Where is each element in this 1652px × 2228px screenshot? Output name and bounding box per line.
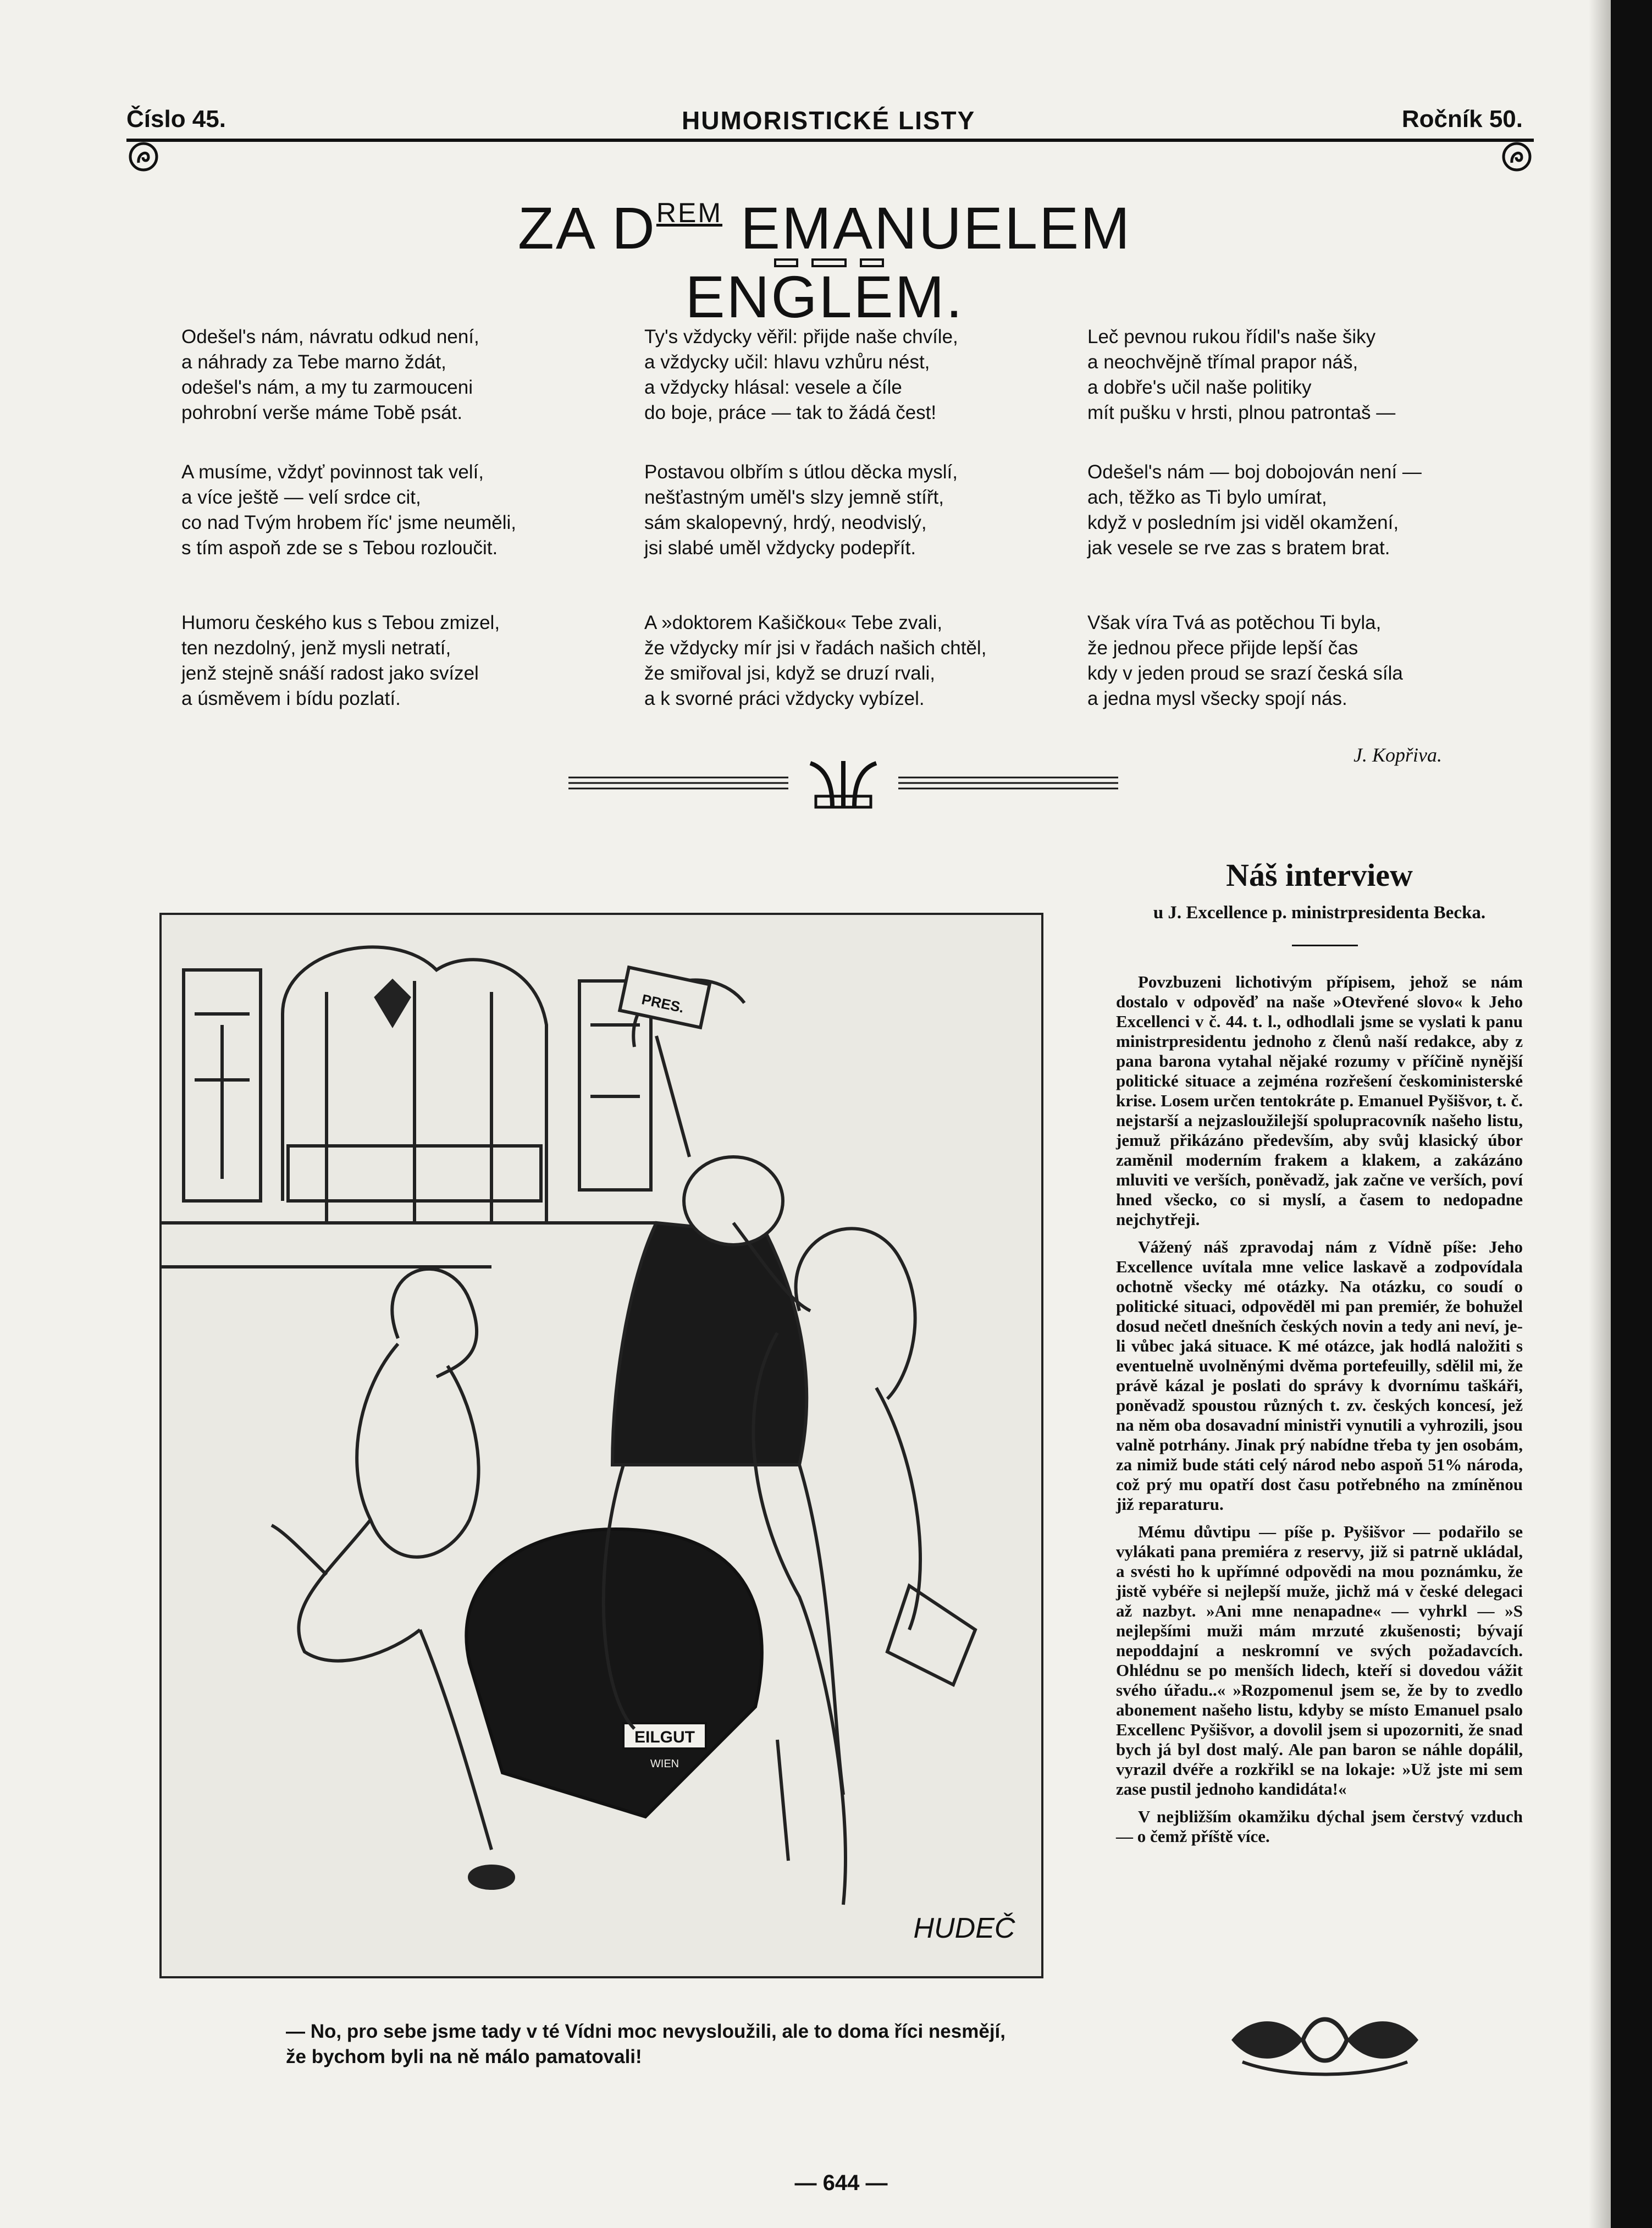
poem-line: a neochvějně třímal prapor náš, [1087, 351, 1358, 373]
poem-line: a dobře's učil naše politiky [1087, 377, 1312, 398]
magazine-title: HUMORISTICKÉ LISTY [682, 106, 976, 135]
poem-line: a náhrady za Tebe marno ždát, [181, 351, 446, 373]
poem-line: a k svorné práci vždycky vybízel. [644, 688, 925, 709]
poem-line: ach, těžko as Ti bylo umírat, [1087, 487, 1327, 508]
poem-line: A »doktorem Kašičkou« Tebe zvali, [644, 612, 943, 633]
poem-line: a více ještě — velí srdce cit, [181, 487, 421, 508]
issue-number: Číslo 45. [126, 106, 226, 133]
poem-line: Ty's vždycky věřil: přijde naše chvíle, [644, 326, 958, 348]
hat-label: PRES. [640, 991, 686, 1016]
trunk-label-2: WIEN [650, 1758, 679, 1770]
poem-line: Humoru českého kus s Tebou zmizel, [181, 612, 500, 633]
interview-rule [1292, 945, 1358, 946]
cartoon-drawing [162, 915, 1041, 1976]
poem-line: Leč pevnou rukou řídil's naše šiky [1087, 326, 1376, 348]
poem-line: a vždycky hlásal: vesele a číle [644, 377, 902, 398]
poem-col3-stanza3 [1087, 610, 1505, 712]
poem-line: s tím aspoň zde se s Tebou rozloučit. [181, 537, 498, 559]
poem-line: a vždycky učil: hlavu vzhůru nést, [644, 351, 930, 373]
poem-col2-stanza1 [644, 324, 1062, 426]
poem-line: Odešel's nám, návratu odkud není, [181, 326, 479, 348]
interview-title: Náš interview [1226, 857, 1413, 893]
interview-body [1116, 972, 1523, 1854]
page-header [126, 106, 1523, 139]
poem-line: když v posledním jsi viděl okamžení, [1087, 512, 1399, 533]
poem-line: Však víra Tvá as potěchou Ti byla, [1087, 612, 1382, 633]
artist-signature: HUDEČ [913, 1912, 1015, 1944]
poem-col2-stanza3 [644, 610, 1062, 712]
poem-signature: J. Kopřiva. [1353, 744, 1442, 766]
interview-paragraph: V nejbližším okamžiku dýchal jsem čerstvý vzduch — o čemž příště více. [1116, 1807, 1523, 1846]
interview-paragraph: Mému důvtipu — píše p. Pyšišvor — podařilo se vylákati pana premiéra z reservy, již si patrně ukládal, a svésti ho k upřímné odpovědi na mou poznámku, že jistě vybéře si nejlepší muže, jichž má v české delegaci až nazbyt. »Ani mne nenapadne« — vyhrkl — »S nejlepšími muži mám mrzuté zkušenosti; bývají nepoddajní a neskromní ve svých požadavcích. Ohlédnu se po menších lidech, kteří si dovedou vážit svého úřadu..« »Rozpomenul jsem se, že by to zvedlo abonement našeho listu, kdyby se místo Emanuel psalo Excellenc Pyšišvor, a dovolil jsem si upozorniti, že snad bych já byl dost malý. Ale pan baron se náhle dopálil, vyrazil dvéře a rozkřikl se na lokaje: »Už jste mi sem zase pustil jednoho kandidáta!« [1116, 1522, 1523, 1799]
poem-line: ten nezdolný, jenž mysli netratí, [181, 637, 451, 659]
poem-line: sám skalopevný, hrdý, neodvislý, [644, 512, 927, 533]
header-rule [126, 139, 1534, 142]
poem-line: co nad Tvým hrobem říc' jsme neuměli, [181, 512, 517, 533]
end-ornament-icon [1220, 2001, 1429, 2078]
title-ornament-icon [774, 257, 884, 268]
cartoon-caption: — No, pro sebe jsme tady v té Vídni moc nevysloužili, ale to doma říci nesmějí, že bychom byli na ně málo pamatovali! [286, 2021, 1005, 2067]
poem-line: Odešel's nám — boj dobojován není — [1087, 461, 1422, 483]
trunk-label: EILGUT [634, 1728, 695, 1746]
poem-line: a úsměvem i bídu pozlatí. [181, 688, 401, 709]
poem-line: nešťastným uměl's slzy jemně stířt, [644, 487, 944, 508]
interview-paragraph: Povzbuzeni lichotivým přípisem, jehož se nám dostalo v odpověď na naše »Otevřené slovo« k Jeho Excellenci v č. 44. t. l., odhodlali jsme se vyslati k panu ministrpresidentu jednoho z členů naší redakce, aby z pana barona vytahal nějaké rozumy v příčině nynější politické situace a zejména rozřešení českoministerské krise. Losem určen tentokráte p. Emanuel Pyšišvor, t. č. nejstarší a nejzasloužilejší spolupracovník našeho listu, jemuž přikázáno především, aby svůj klasický úbor zaměnil moderním frakem a klakem, a zakázáno mluviti ve verších, poněvadž, jak začne ve verších, poví hned všecko, co si myslí, a časem to nedopadne nejchytřeji. [1116, 972, 1523, 1229]
right-emblem-icon [1501, 141, 1533, 173]
page-shadow [1589, 0, 1611, 2228]
poem-line: kdy v jeden proud se srazí česká síla [1087, 663, 1403, 684]
poem-col1-stanza2 [181, 460, 599, 561]
poem-line: do boje, práce — tak to žádá čest! [644, 402, 937, 423]
poem-line: A musíme, vždyť povinnost tak velí, [181, 461, 484, 483]
interview-subtitle: u J. Excellence p. ministrpresidenta Becka. [1153, 903, 1486, 923]
poem-line: že jednou přece přijde lepší čas [1087, 637, 1358, 659]
poem-line: pohrobní verše máme Tobě psát. [181, 402, 463, 423]
page-number: — 644 — [794, 2171, 888, 2195]
poem-line: a jedna mysl všecky spojí nás. [1087, 688, 1347, 709]
poem-line: mít pušku v hrsti, plnou patrontaš — [1087, 402, 1396, 423]
poem-line: jak vesele se rve zas s bratem brat. [1087, 537, 1390, 559]
poem-col1-stanza1 [181, 324, 599, 426]
poem-line: jsi slabé uměl vždycky podepřít. [644, 537, 916, 559]
left-emblem-icon [128, 141, 159, 173]
scan-edge [1611, 0, 1652, 2228]
interview-paragraph: Vážený náš zpravodaj nám z Vídně píše: Jeho Excellence uvítala mne velice laskavě a zodpovídala ochotně všecky mé otázky. Na otázku, co soudí o politické situaci, odpověděl mi pan premiér, že bohužel dosud nečetl dnešních českých novin a tedy ani neví, je-li vůbec jaká situace. K mé otázce, jak hodlá naložiti s eventuelně uvolněnými dvěma portefeuilly, sdělil mi, že právě kázal je poslati do správy k dvornímu taškáři, poněvadž spoustou různých t. zv. českých koncesí, jež na něm oba dosavadní ministři vynutili a vyhrozili, jsou valně potrhány. Jinak prý nabídne třeba ty jen osobám, za nimiž bude státi celý národ nebo aspoň 51% národa, což prý mu opatří dost času potřebného na zmíněnou již reparaturu. [1116, 1237, 1523, 1514]
poem-col1-stanza3 [181, 610, 599, 712]
article-title: ZA $D^{REM}$ EMANUELEM ENGLEM. [517, 195, 1132, 330]
poem-line: že smiřoval jsi, když se druzí rvali, [644, 663, 936, 684]
poem-col2-stanza2 [644, 460, 1062, 561]
poem-line: Postavou olbřím s útlou děcka myslí, [644, 461, 958, 483]
poem-col3-stanza1 [1087, 324, 1505, 426]
poem-line: odešel's nám, a my tu zarmouceni [181, 377, 473, 398]
poem-line: jenž stejně snáší radost jako svízel [181, 663, 479, 684]
poem-line: že vždycky mír jsi v řadách našich chtěl, [644, 637, 987, 659]
cartoon-illustration [159, 913, 1043, 1978]
poem-col3-stanza2 [1087, 460, 1505, 561]
section-ornament-icon [568, 758, 1118, 813]
volume-number: Ročník 50. [1401, 106, 1523, 133]
